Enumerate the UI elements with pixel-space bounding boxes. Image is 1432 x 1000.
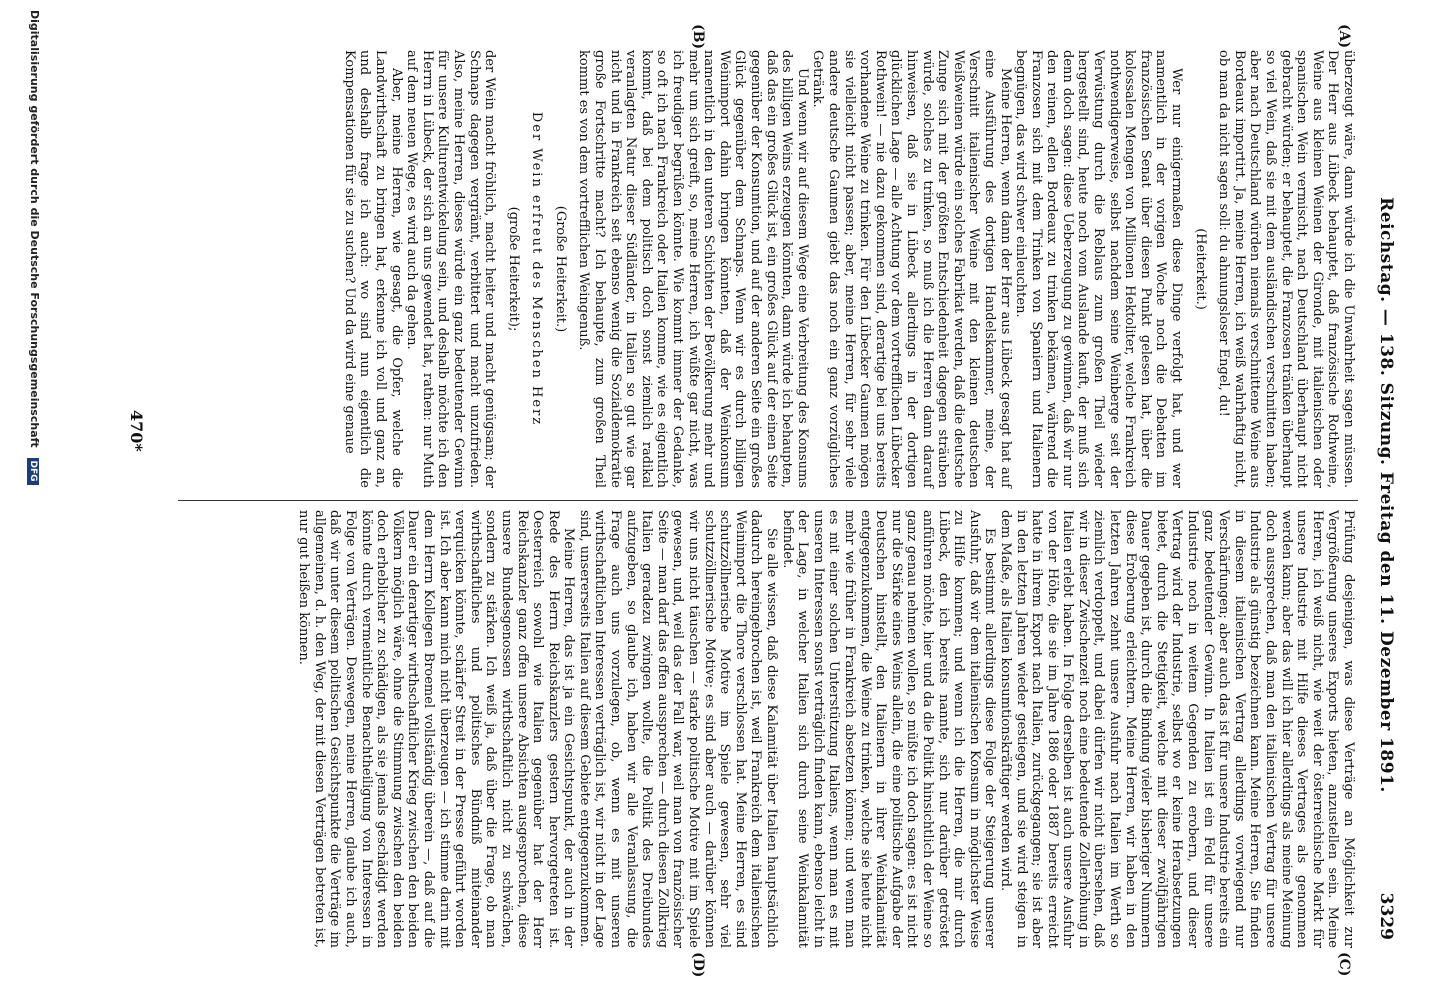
paragraph: überzeugt wäre, dann würde ich die Unwahrheit sagen müssen. Der Herr aus Lübeck behauptet, daß französische Rothweine, Weine aus kleinen Weinen der Gironde, mit italienischen oder spanischen Wein vermischt, nach Deutschland überhaupt nicht gebracht würden; er behauptet, die Franzosen tränken überhaupt so viel Wein, daß sie mit dem ausländischen verschnitten haben; aber nach Deutschland würden niemals verschnittene Weine aus Bordeaux importirt. Ja, meine Herren, ich weiß wahrhaftig nicht, ob man da nicht sagen soll: du ahnungsloser Engel, du! — [1216, 50, 1356, 488]
margin-marker-b: (B) — [690, 24, 706, 50]
page-header — [1366, 50, 1402, 940]
running-title: Reichstag. — 138. Sitzung. Freitag den 11. Dezember 1891. — [1376, 197, 1396, 793]
paragraph: Wer nur einigermaßen diese Dinge verfolgt hat, und wer namentlich in der vorigen Woche noch die Debatten im französischen Senat über diesen Punkt gelesen hat, über die kolossalen Mengen von Millionen Hektoliter, welche Frankreich nothwendigerweise, selbst nachdem seine Weinberge seit der Verwüstung durch die Reblaus zum großen Theil wieder hergestellt sind, heute noch vom Auslande kauft, der muß sich denn doch sagen: diese Ueberzeugung zu gewinnen, daß wir nur den reinen, edlen Bordeaux zu trinken bekämen, während die Franzosen sich mit dem Trinken von Spaniern und Italienern begnügen, das wird schwer einleuchten. — [1013, 50, 1185, 488]
margin-marker-a: (A) — [1336, 24, 1352, 49]
margin-marker-c: (C) — [1336, 952, 1352, 977]
stage-direction: (große Heiterkeit); — [505, 206, 521, 332]
paragraph: Prüfung desjenigen, was diese Verträge an Möglichkeit zur Vergrößerung unseres Exports bieten, anzustellen sein. Meine Herren, ich weiß nicht, wie weit der österreichische Markt für unsere Industrie mit Hilfe dieses Vertrages als genommen werden kann; aber das will ich hier allerdings als meine Meinung doch aussprechen, daß man den italienischen Vertrag für unsere Industrie als günstig bezeichnen kann. Meine Herren, Sie finden in diesem italienischen Vertrag allerdings vorwiegend nur Verschärfungen; aber auch das ist für unsere Industrie bereits ein ganz bedeutender Gewinn. In Italien ist ein Feld für unsere Industrie noch in weitem Gegenden zu erobern, und dieser Vertrag wird der Industrie, selbst wo er keine Herabsetzungen bietet, durch die Stetigkeit, welche mit dieser zwölfjährigen Dauer gegeben ist, durch die Bindung vieler bisheriger Nummern diese Eroberung erleichtern. Meine Herren, wir haben in den letzten Jahren zehnt unsere Ausfuhr nach Italien im Werth so ziemlich verdoppelt, und dabei dürfen wir nicht übersehen, daß wir in dieser Zwischenzeit noch eine bedeutende Zollerhöhung in Italien erlebt haben. In Folge derselben ist auch unsere Ausfuhr von der Höhe, die sie im Jahre 1886 oder 1887 bereits erreicht hatte in ihrem Export nach Italien, zurückgegangen; sie ist aber in den letzten Jahren wieder gestiegen, und sie wird steigen in dem Maße, als Italien konsumtionskräftiger werden wird. — [997, 510, 1356, 948]
column-divider — [178, 500, 1358, 501]
paragraph: Und wenn wir auf diesem Wege eine Verbreitung des Konsums des billigen Weins erzeugen könnten, dann würde ich behaupten, daß das ein großes Glück ist, ein großes Glück auf der einen Seite gegenüber der Konsumtion, und auf der anderen Seite ein großes Glück gegenüber dem Schnaps. Wenn wir es durch billigen Weinimport dahin bringen könnten, daß der Weinkonsum namentlich in den unteren Schichten der Bevölkerung mehr und mehr um sich greift, so, meine Herren, ich wüßte gar nicht, was ich freudiger begrüßen könnte. Wie kommt immer der Gedanke, so oft ich nach Frankreich oder Italien komme, wie es eigentlich kommt, daß bei dem politisch doch sonst ziemlich radikal veranlagten Natur dieser Südländer, in Italien so gut wie gar nicht und in Frankreich seit ebenso wenig die Sozialdemokratie große Fortschritte macht? Ich behaupte, zum großen Theil kommt es von dem vortrefflichen Weingenuß. — [576, 50, 810, 488]
paragraph: Es bestimmt allerdings diese Folge der Steigerung unserer Ausfuhr, daß wir dem italienischen Konsum in möglichster Weise zu Hilfe kommen; und wenn ich die Herren, die mir durch Lübeck, den ich bereits nannte, sich nur darüber getröstet anführen möchte, hier und da die Politik hinsichtlich der Weine so ganz genau nehmen wollen, so müßte ich doch sagen: es ist nicht nur die Stärke eines Weins allein, die eine politische Aufgabe der Deutschen hinstellt, den Italienern in ihrer Weinkalamität entgegenzukommen, die Weine zu trinken, welche sie heute nicht mehr wie früher in Frankreich absetzen können; und wenn man es mit einer solchen Unterstützung Italiens, wenn man es mit unseren Interessen sonst verträglich finden kann, ebenso leicht in der Lage, in welcher Italien sich durch seine Weinkalamität befindet. — [779, 510, 998, 948]
paragraph: Sie alle wissen, daß diese Kalamität über Italien hauptsächlich dadurch hereingebrochen ist, weil Frankreich dem italienischen Weinimport die Thore verschlossen hat. Meine Herren, es sind schutzzöllnerische Motive im Spiele gewesen, sehr viel schutzzöllnerische Motive; es sind aber auch — darüber können wir uns nicht täuschen — starke politische Motive mit im Spiele gewesen, und, weil das der Fall war, weil man von französischer Seite — man darf das offen aussprechen — durch diesen Zollkrieg Italien geradezu zwingen wollte, die Politik des Dreibundes aufzugeben, so glaube ich, haben wir alle Veranlassung, die Frage auch uns vorzulegen, ob, wenn es mit unseren wirthschaftlichen Interessen verträglich ist, wir nicht in der Lage sind, unsererseits Italien auf diesem Gebiete entgegenzukommen. — [576, 510, 780, 948]
stage-direction: (Große Heiterkeit.) — [552, 205, 568, 333]
page-number: 3329 — [1376, 892, 1396, 940]
paragraph: Meine Herren, das ist ja ein Gesichtspunkt, der auch in der Rede des Herrn Reichskanzlers gestern hervorgetreten ist. Oesterreich sowohl wie Italien gegenüber hat der Herr Reichskanzler ganz offen unsere Absichten ausgesprochen, diese unsere Bundesgenossen wirthschaftlich nicht zu schwächen, sondern zu stärken. Ich weiß ja, daß über die Frage, ob man wirthschaftliches und politisches Bündniß miteinander verquicken könnte, schärfer Streit in der Presse geführt worden ist. Ich aber kann mich nicht überzeugen — ich stimme darin mit dem Herrn Kollegen Broemel vollständig überein —, daß auf die Dauer ein derartiger wirthschaftlicher Krieg zwischen den beiden Völkern möglich wäre, ohne die Stimmung zwischen den beiden doch erheblicher zu schädigen, als sie jemals geschädigt werden könnte durch vermeintliche Benachtheiligung von Interessen in Folge von Verträgen. Deswegen, meine Herren, glaube ich auch, daß wir unter diesem politischen Gesichtspunkte die Verträge im allgemeinen, d. h. den Weg, der mit diesen Verträgen betreten ist, nur gut heißen können. — [296, 510, 577, 948]
scanned-page — [16, 10, 1416, 990]
footer-text: Digitalisierung gefördert durch die Deutsche Forschungsgemeinschaft — [28, 10, 41, 448]
paragraph: der Wein macht fröhlich, macht heiter und macht genügsam; der Schnaps dagegen vergrämt, verbittert und macht unzufrieden. Also, meine Herren, dieses würde ein ganz bedeutender Gewinn für unsere Kulturentwickelung sein, und deshalb möchte ich den Herrn in Lübeck, der sich an uns gewendet hat, rathen: nur Muth auf dem neuen Wege, es wird auch da gehen. — [404, 50, 498, 488]
paragraph: Aber, meine Herren, wie gesagt, die Opfer, welche die Landwirthschaft zu bringen hat, erkenne ich voll und ganz an, und deshalb frage ich auch: wo sind nun eigentlich die Kompensationen für sie zu suchen? Und da wird eine genaue — [341, 50, 404, 488]
stage-direction: (Heiterkeit.) — [1192, 228, 1208, 310]
quotation: Der Wein erfreut des Menschen Herz — [529, 111, 545, 427]
dfg-logo: DFG — [27, 458, 39, 485]
right-column — [296, 510, 1356, 948]
signature-mark: 470* — [127, 410, 146, 452]
margin-marker-d: (D) — [690, 952, 706, 978]
paragraph: Meine Herren, wenn dann der Herr aus Lübeck gesagt hat auf eine Ausführung des dortigen Handelskammer, meine, der Verschnitt italienischer Weine mit den kleinen deutschen Weißweinen würde ein solches Fabrikat werden, daß die deutsche Zunge sich mit der größten Entschiedenheit dagegen sträuben würde, solches zu trinken, so muß ich die Herren dann darauf hinweisen, daß sie in Lübeck allerdings in der dortigen glücklichen Lage — alle Achtung vor dem vortrefflichen Lübecker Rothwein! — nie dazu gekommen sind, derartige bei uns bereits vorhandene Weine zu trinken. Für den Lübecker Gaumen mögen sie vielleicht nicht passen; aber, meine Herren, für sehr viele andere deutsche Gaumen giebt das noch ein ganz vorzügliches Getränk. — [810, 50, 1013, 488]
digitization-footer — [19, 10, 41, 990]
left-column — [341, 50, 1356, 488]
